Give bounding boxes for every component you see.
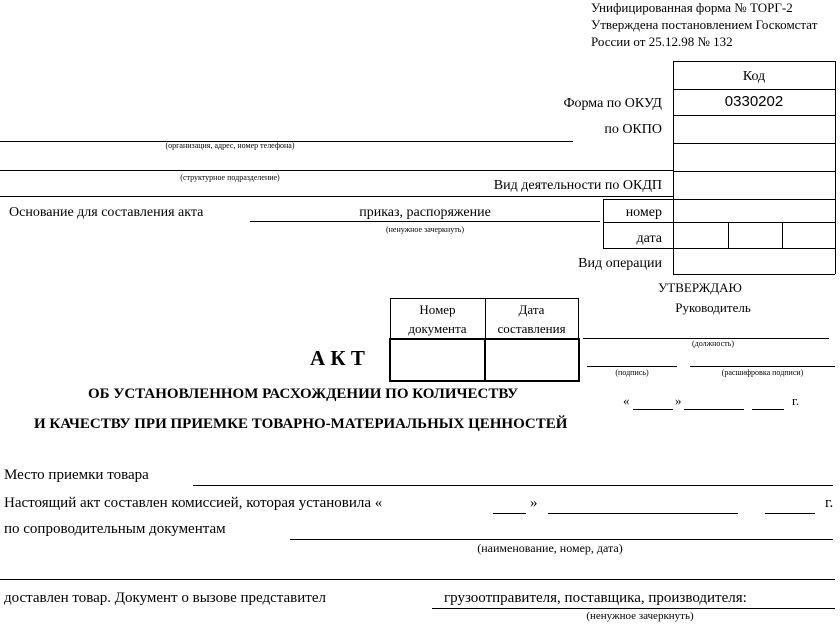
basis-value: приказ, распоряжение xyxy=(359,205,491,220)
commission-month-line[interactable] xyxy=(548,513,738,514)
okdp-label: Вид деятельности по ОКДП xyxy=(493,178,662,193)
approved-date: России от 25.12.98 № 132 xyxy=(591,34,733,49)
doc-number-cell[interactable] xyxy=(389,338,486,382)
code-header: Код xyxy=(742,69,766,84)
commission-text: Настоящий акт составлен комиссией, которая установила « xyxy=(4,495,383,511)
doc-date-cell[interactable] xyxy=(484,338,580,382)
doc-date-header-1: Дата xyxy=(518,302,545,317)
date-label: дата xyxy=(636,231,662,246)
approve-title: УТВЕРЖДАЮ xyxy=(658,280,742,295)
unneeded-hint: (ненужное зачеркнуть) xyxy=(586,610,694,622)
approve-date-close: » xyxy=(675,393,682,408)
okpo-label: по ОКПО xyxy=(604,122,662,137)
basis-hint: (ненужное зачеркнуть) xyxy=(385,225,465,234)
position-hint: (должность) xyxy=(692,339,734,348)
okud-value: 0330202 xyxy=(724,93,784,110)
signature-hint: (подпись) xyxy=(615,368,649,377)
commission-day-line[interactable] xyxy=(493,513,526,514)
delivered-line[interactable] xyxy=(432,608,835,609)
delivered-text: доставлен товар. Документ о вызове представител xyxy=(4,590,326,606)
docs-label: по сопроводительным документам xyxy=(4,521,226,537)
doc-number-header-2: документа xyxy=(408,321,467,336)
docs-line[interactable] xyxy=(290,539,833,540)
commission-year-line[interactable] xyxy=(765,513,815,514)
delivered-value: грузоотправителя, поставщика, производителя: xyxy=(444,590,747,606)
doc-number-header-1: Номер xyxy=(419,302,456,317)
approved-by: Утверждена постановлением Госкомстат xyxy=(591,17,818,32)
commission-year: г. xyxy=(825,495,834,511)
division-line[interactable] xyxy=(0,170,673,171)
approve-month-line[interactable] xyxy=(684,409,744,410)
org-hint: (организация, адрес, номер телефона) xyxy=(165,141,295,150)
approve-day-line[interactable] xyxy=(633,409,673,410)
approve-year: г. xyxy=(792,393,800,408)
basis-line[interactable] xyxy=(250,221,600,222)
number-label: номер xyxy=(625,205,662,220)
signature-line[interactable] xyxy=(587,366,677,367)
operation-label: Вид операции xyxy=(578,256,662,271)
place-line[interactable] xyxy=(193,485,833,486)
division-hint: (структурное подразделение) xyxy=(180,173,280,182)
form-name: Унифицированная форма № ТОРГ-2 xyxy=(591,0,793,15)
approve-role: Руководитель xyxy=(675,300,751,315)
act-title: А К Т xyxy=(310,346,365,370)
decoding-line[interactable] xyxy=(690,366,835,367)
approve-date-open: « xyxy=(623,393,630,408)
place-label: Место приемки товара xyxy=(4,467,149,483)
decoding-hint: (расшифровка подписи) xyxy=(721,368,804,377)
approve-year-line[interactable] xyxy=(752,409,784,410)
act-subtitle-1: ОБ УСТАНОВЛЕННОМ РАСХОЖДЕНИИ ПО КОЛИЧЕСТВУ xyxy=(88,386,519,402)
okud-label: Форма по ОКУД xyxy=(563,96,662,111)
doc-date-header-2: составления xyxy=(497,321,566,336)
extra-line[interactable] xyxy=(0,579,835,580)
act-subtitle-2: И КАЧЕСТВУ ПРИ ПРИЕМКЕ ТОВАРНО-МАТЕРИАЛЬНЫХ ЦЕННОСТЕЙ xyxy=(34,416,568,432)
commission-close: » xyxy=(530,495,538,511)
basis-label: Основание для составления акта xyxy=(9,205,204,220)
divider-line xyxy=(0,196,673,197)
docs-hint: (наименование, номер, дата) xyxy=(477,541,623,555)
